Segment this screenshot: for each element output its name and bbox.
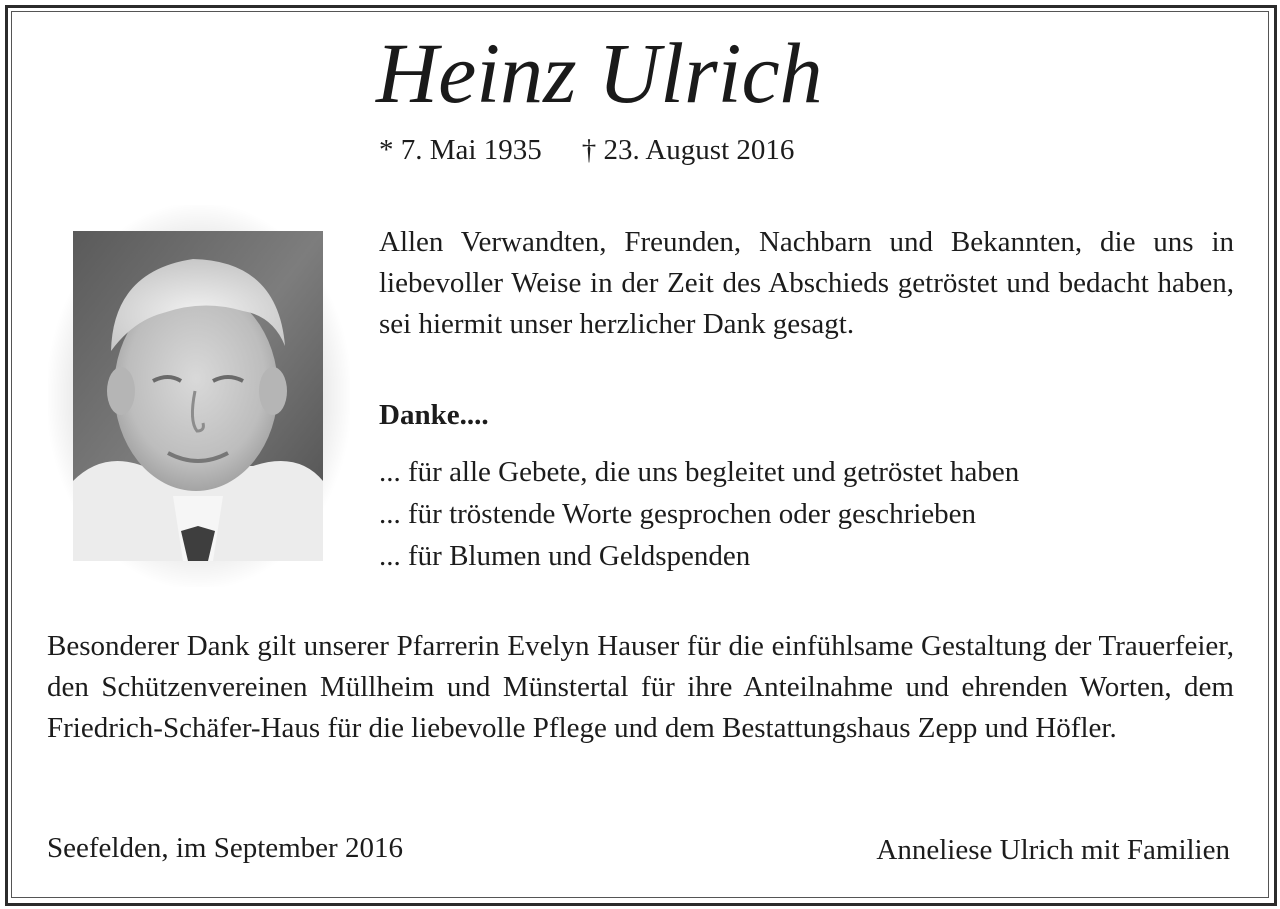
intro-text: Allen Verwandten, Freunden, Nachbarn und Bekannten, die uns in liebevoller Weise in der Zeit des Abschieds getröstet und bedacht haben, sei hiermit unser herzlicher Dank gesagt. — [379, 226, 1234, 340]
list-item: ... für Blumen und Geldspenden — [379, 540, 751, 572]
death-date: † 23. August 2016 — [581, 134, 795, 166]
special-thanks-text: Besonderer Dank gilt unserer Pfarrerin Evelyn Hauser für die einfühlsame Gestaltung der Trauerfeier, den Schützenvereinen Müllheim und Münstertal für ihre Anteilnahme und ehrenden Worten, dem Friedrich-Schäfer-Haus für die liebevolle Pflege und dem Bestattungshaus Zepp und Höfler. — [47, 630, 1234, 744]
portrait-photo — [73, 231, 323, 561]
place-date: Seefelden, im September 2016 — [47, 832, 403, 864]
danke-list — [379, 451, 1019, 577]
life-dates — [379, 136, 794, 165]
list-item: ... für alle Gebete, die uns begleitet und getröstet haben — [379, 456, 1020, 488]
list-item: ... für tröstende Worte gesprochen oder geschrieben — [379, 498, 977, 530]
birth-date: * 7. Mai 1935 — [379, 134, 542, 166]
danke-heading: Danke.... — [379, 399, 489, 431]
signature: Anneliese Ulrich mit Familien — [876, 834, 1230, 866]
deceased-name: Heinz Ulrich — [376, 25, 823, 121]
